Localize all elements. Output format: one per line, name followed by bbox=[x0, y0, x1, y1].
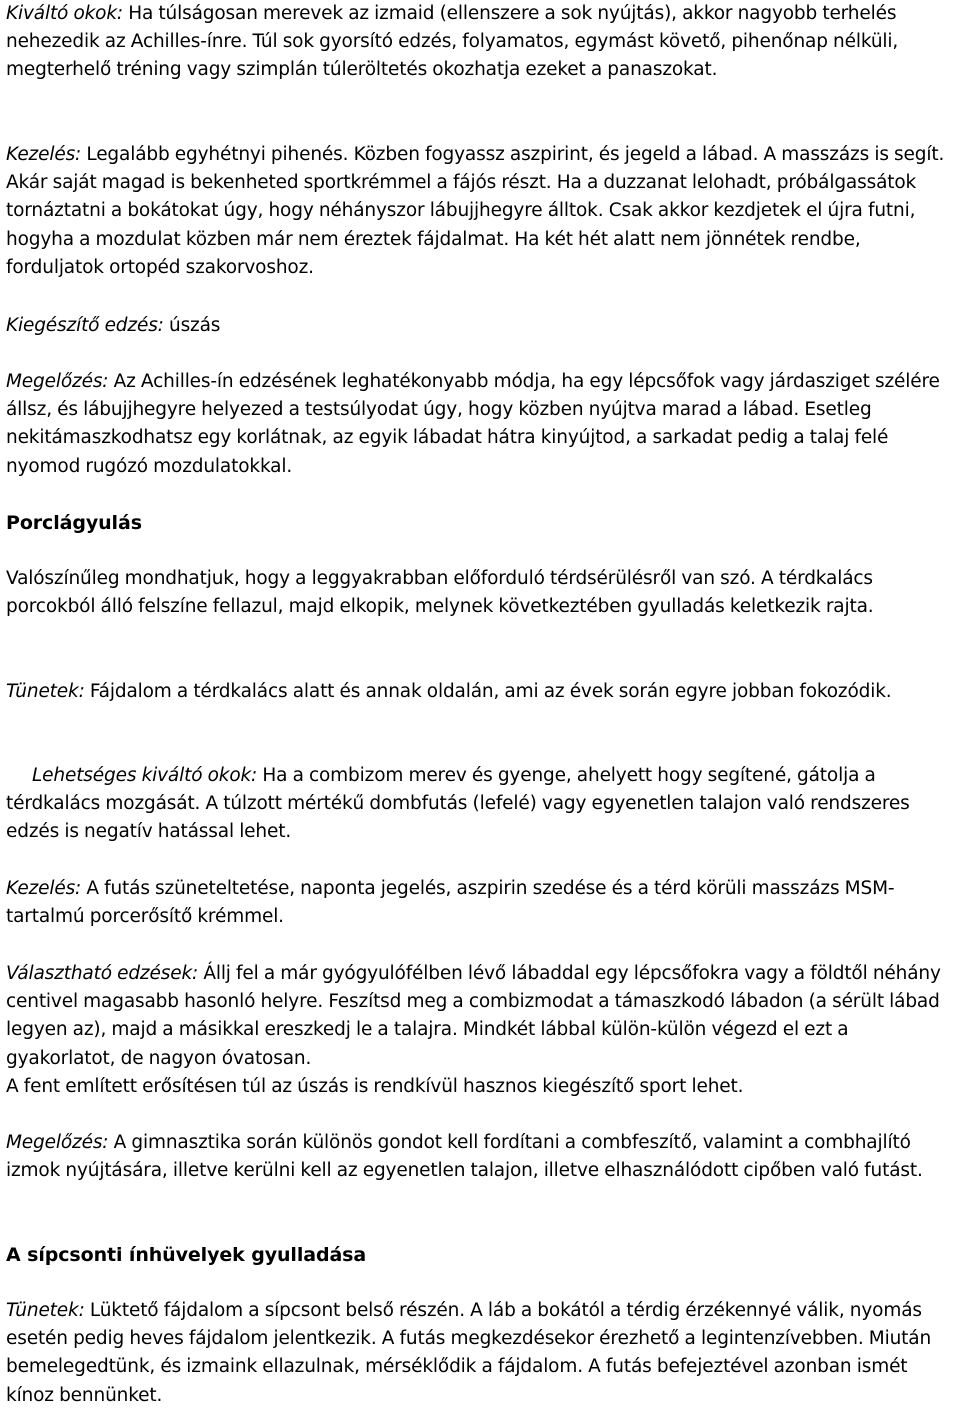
text-symptoms-1: Fájdalom a térdkalács alatt és annak oldalán, ami az évek során egyre jobban fokozódik. bbox=[84, 681, 892, 702]
paragraph-prevention-1 bbox=[6, 368, 960, 481]
paragraph-optional-exercises bbox=[6, 960, 960, 1073]
paragraph-prevention-2 bbox=[6, 1129, 960, 1185]
text-swimming-note: A fent említett erősítésen túl az úszás is rendkívül hasznos kiegészítő sport lehet. bbox=[6, 1076, 744, 1097]
text-supplementary-training: úszás bbox=[163, 315, 221, 336]
label-treatment-2: Kezelés: bbox=[6, 878, 82, 899]
text-symptoms-2: Lüktető fájdalom a sípcsont belső részén. A láb a bokától a térdig érzékennyé válik, nyomás esetén pedig heves fájdalom jelentkezik. A futás megkezdésekor érezhető a legintenzívebben. Miután bemelegedtünk, és izmaink ellazulnak, mérséklődik a fájdalom. A futás befejeztével azonban ismét kínoz bennünket. bbox=[6, 1300, 932, 1406]
label-prevention-1: Megelőzés: bbox=[6, 371, 109, 392]
label-optional-exercises: Választható edzések: bbox=[6, 963, 199, 984]
label-symptoms-1: Tünetek: bbox=[6, 681, 85, 702]
label-prevention-2: Megelőzés: bbox=[6, 1132, 109, 1153]
text-trigger-causes: Ha túlságosan merevek az izmaid (ellenszere a sok nyújtás), akkor nagyobb terhelés nehezedik az Achilles-ínre. Túl sok gyorsító edzés, folyamatos, egymást követő, pihenőnap nélküli, megterhelő tréning vagy szimplán túleröltetés okozhatja ezeket a panaszokat. bbox=[6, 3, 899, 81]
text-prevention-2: A gimnasztika során különös gondot kell fordítani a combfeszítő, valamint a combhajlító izmok nyújtására, illetve kerülni kell az egyenetlen talajon, illetve elhasználódott cipőben való futást. bbox=[6, 1132, 923, 1182]
paragraph-symptoms-2 bbox=[6, 1297, 960, 1410]
text-treatment-1: Legalább egyhétnyi pihenés. Közben fogyassz aszpirint, és jegeld a lábad. A masszázs is segít. Akár saját magad is bekenheted sportkrémmel a fájós részt. Ha a duzzanat lelohadt, próbálgassátok tornáztatni a bokátokat úgy, hogy néhányszor lábujjhegyre álltok. Csak akkor kezdjetek el újra futni, hogyha a mozdulat közben már nem éreztek fájdalmat. Ha két hét alatt nem jönnétek rendbe, forduljatok ortopéd szakorvoshoz. bbox=[6, 144, 945, 278]
paragraph-trigger-causes bbox=[6, 0, 960, 85]
paragraph-treatment-1 bbox=[6, 141, 960, 282]
paragraph-possible-causes bbox=[6, 762, 960, 847]
text-possible-causes: Ha a combizom merev és gyenge, ahelyett hogy segítené, gátolja a térdkalács mozgását. A túlzott mértékű dombfutás (lefelé) vagy egyenetlen talajon való rendszeres edzés is negatív hatással lehet. bbox=[6, 765, 910, 843]
paragraph-supplementary-training bbox=[6, 312, 960, 340]
text-treatment-2: A futás szüneteltetése, naponta jegelés, aszpirin szedése és a térd körüli masszázs MSM-tartalmú porcerősítő krémmel. bbox=[6, 878, 895, 928]
paragraph-swimming-note bbox=[6, 1073, 960, 1101]
section-heading-cartilage: Porclágyulás bbox=[6, 512, 142, 534]
label-trigger-causes: Kiváltó okok: bbox=[6, 3, 123, 24]
paragraph-symptoms-1 bbox=[6, 678, 960, 706]
paragraph-treatment-2 bbox=[6, 875, 960, 931]
label-symptoms-2: Tünetek: bbox=[6, 1300, 85, 1321]
label-supplementary-training: Kiegészítő edzés: bbox=[6, 315, 164, 336]
paragraph-cartilage-intro bbox=[6, 565, 960, 621]
section-heading-shin: A sípcsonti ínhüvelyek gyulladása bbox=[6, 1244, 367, 1266]
label-possible-causes: Lehetséges kiváltó okok: bbox=[32, 765, 258, 786]
text-optional-exercises: Állj fel a már gyógyulófélben lévő lábaddal egy lépcsőfokra vagy a földtől néhány centivel magasabb hasonló helyre. Feszítsd meg a combizmodat a támaszkodó lábadon (a sérült lábad legyen az), majd a másikkal ereszkedj le a talajra. Mindkét lábbal külön-külön végezd el ezt a gyakorlatot, de nagyon óvatosan. bbox=[6, 963, 941, 1069]
text-prevention-1: Az Achilles-ín edzésének leghatékonyabb módja, ha egy lépcsőfok vagy járdasziget szélére állsz, és lábujjhegyre helyezed a testsúlyodat úgy, hogy közben nyújtva marad a lábad. Esetleg nekitámaszkodhatsz egy korlátnak, az egyik lábadat hátra kinyújtod, a sarkadat pedig a talaj felé nyomod rugózó mozdulatokkal. bbox=[6, 371, 940, 477]
text-cartilage-intro: Valószínűleg mondhatjuk, hogy a leggyakrabban előforduló térdsérülésről van szó. A térdkalács porcokból álló felszíne fellazul, majd elkopik, melynek következtében gyulladás keletkezik rajta. bbox=[6, 568, 874, 618]
label-treatment-1: Kezelés: bbox=[6, 144, 82, 165]
